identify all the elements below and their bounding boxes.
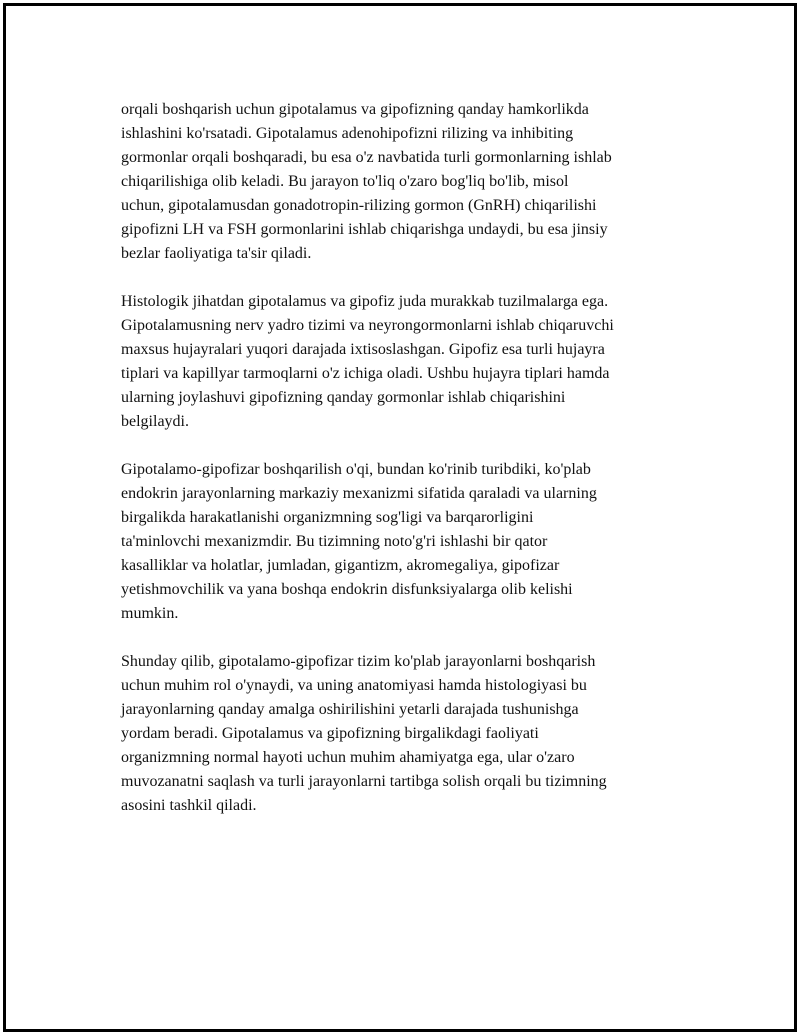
text-line: jarayonlarning qanday amalga oshirilishini yetarli darajada tushunishga — [121, 701, 579, 718]
text-line: Gipotalamo-gipofizar boshqarilish o'qi, bundan ko'rinib turibdiki, ko'plab — [121, 461, 591, 478]
text-line: uchun, gipotalamusdan gonadotropin-rilizing gormon (GnRH) chiqarilishi — [121, 197, 597, 214]
text-line: kasalliklar va holatlar, jumladan, gigantizm, akromegaliya, gipofizar — [121, 557, 560, 574]
text-line: orqali boshqarish uchun gipotalamus va gipofizning qanday hamkorlikda — [121, 101, 589, 118]
text-line: chiqarilishiga olib keladi. Bu jarayon to'liq o'zaro bog'liq bo'lib, misol — [121, 173, 569, 190]
paragraph-3 — [121, 458, 696, 626]
text-line: Shunday qilib, gipotalamo-gipofizar tizim ko'plab jarayonlarni boshqarish — [121, 653, 596, 670]
text-line: yetishmovchilik va yana boshqa endokrin disfunksiyalarga olib kelishi — [121, 581, 573, 598]
text-line: Histologik jihatdan gipotalamus va gipofiz juda murakkab tuzilmalarga ega. — [121, 293, 609, 310]
text-line: tiplari va kapillyar tarmoqlarni o'z ichiga oladi. Ushbu hujayra tiplari hamda — [121, 365, 610, 382]
text-line: endokrin jarayonlarning markaziy mexanizmi sifatida qaraladi va ularning — [121, 485, 597, 502]
text-line: organizmning normal hayoti uchun muhim ahamiyatga ega, ular o'zaro — [121, 749, 575, 766]
text-line: mumkin. — [121, 605, 179, 622]
text-line: gipofizni LH va FSH gormonlarini ishlab chiqarishga undaydi, bu esa jinsiy — [121, 221, 608, 238]
text-line: Gipotalamusning nerv yadro tizimi va neyrongormonlarni ishlab chiqaruvchi — [121, 317, 614, 334]
text-line: asosini tashkil qiladi. — [121, 797, 257, 814]
text-line: ta'minlovchi mexanizmdir. Bu tizimning noto'g'ri ishlashi bir qator — [121, 533, 548, 550]
text-line: belgilaydi. — [121, 413, 189, 430]
document-body — [121, 98, 696, 842]
text-line: muvozanatni saqlash va turli jarayonlarni tartibga solish orqali bu tizimning — [121, 773, 607, 790]
text-line: bezlar faoliyatiga ta'sir qiladi. — [121, 245, 312, 262]
text-line: ularning joylashuvi gipofizning qanday gormonlar ishlab chiqarishini — [121, 389, 566, 406]
paragraph-4 — [121, 650, 696, 818]
paragraph-1 — [121, 98, 696, 266]
page-frame — [3, 3, 797, 1032]
paragraph-2 — [121, 290, 696, 434]
text-line: gormonlar orqali boshqaradi, bu esa o'z navbatida turli gormonlarning ishlab — [121, 149, 612, 166]
text-line: maxsus hujayralari yuqori darajada ixtisoslashgan. Gipofiz esa turli hujayra — [121, 341, 605, 358]
text-line: yordam beradi. Gipotalamus va gipofizning birgalikdagi faoliyati — [121, 725, 539, 742]
text-line: birgalikda harakatlanishi organizmning sog'ligi va barqarorligini — [121, 509, 534, 526]
text-line: ishlashini ko'rsatadi. Gipotalamus adenohipofizni rilizing va inhibiting — [121, 125, 574, 142]
text-line: uchun muhim rol o'ynaydi, va uning anatomiyasi hamda histologiyasi bu — [121, 677, 587, 694]
